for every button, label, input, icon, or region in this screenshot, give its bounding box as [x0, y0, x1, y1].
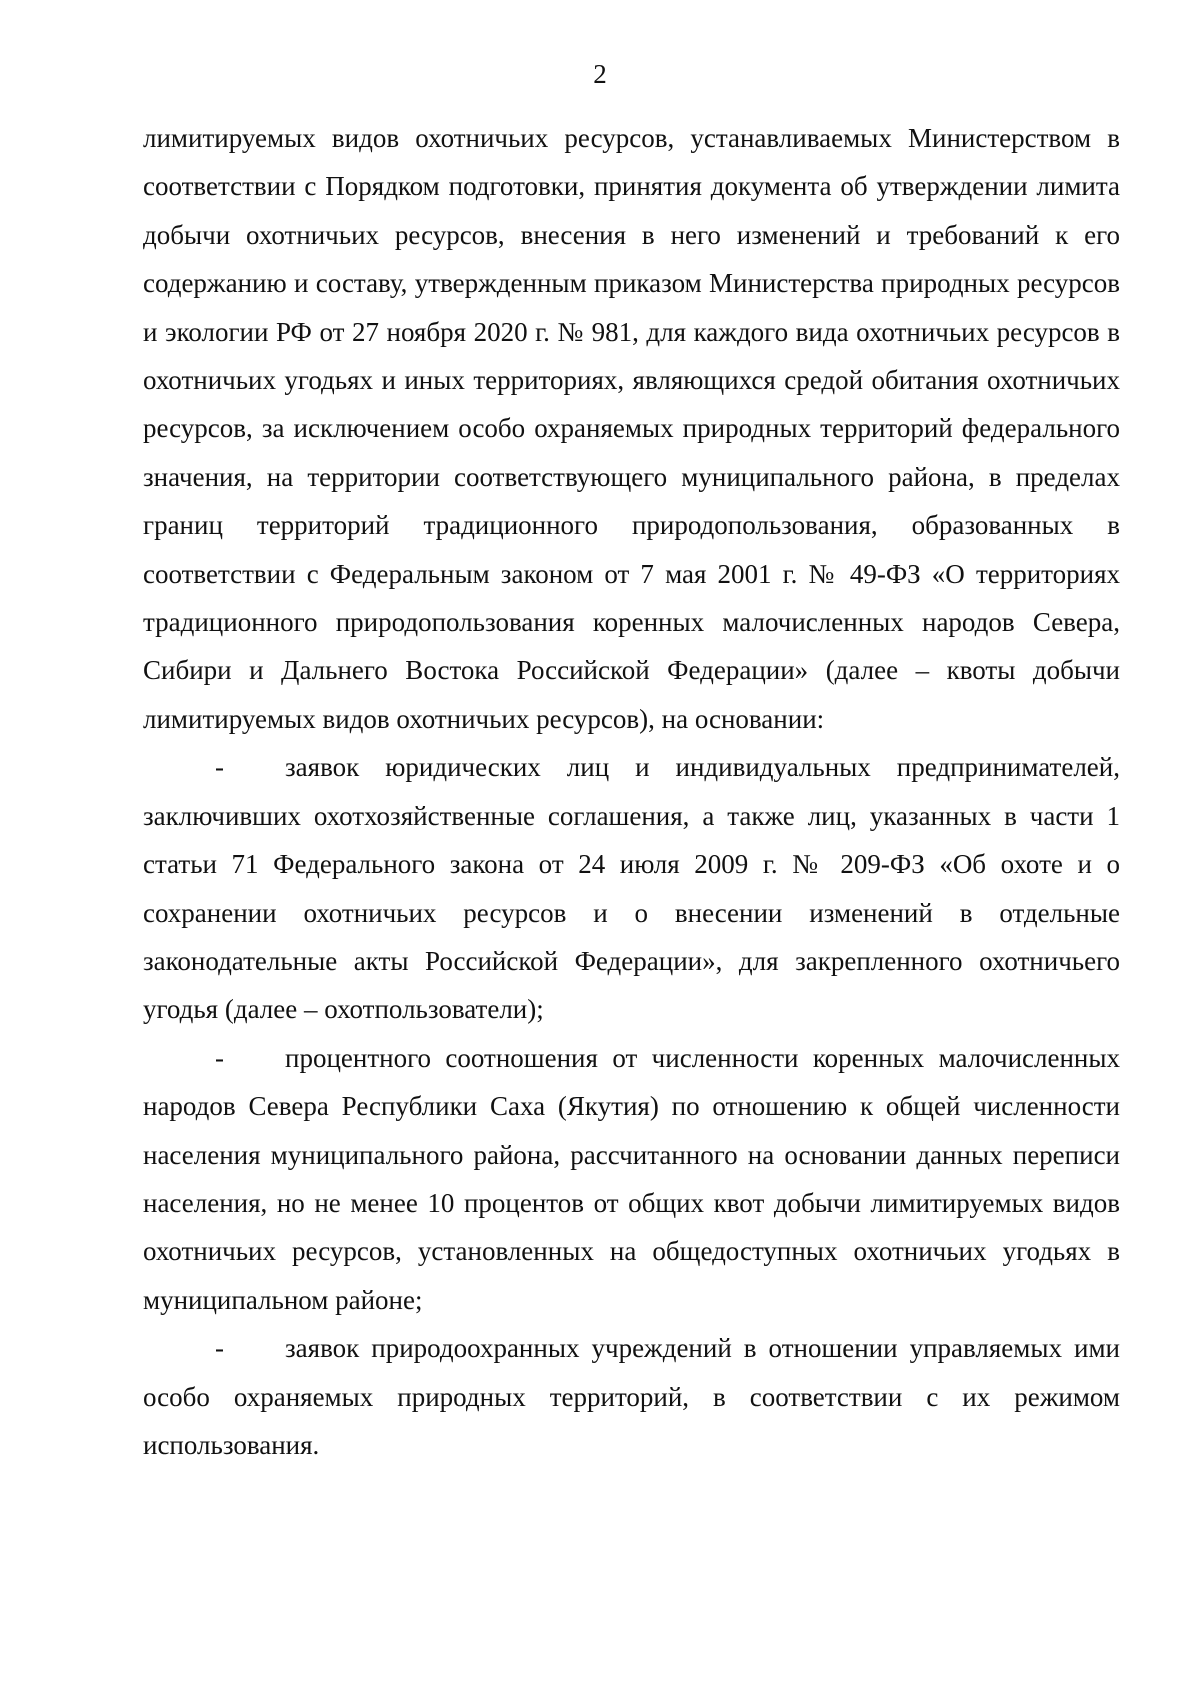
- page-number: 2: [593, 59, 607, 89]
- document-body: [143, 114, 1120, 1469]
- list-item-text: процентного соотношения от численности коренных малочисленных народов Севера Республики Саха (Якутия) по отношению к общей численности населения муниципального района, рассчитанного на основании данных переписи населения, но не менее 10 процентов от общих квот добычи лимитируемых видов охотничьих ресурсов, установленных на общедоступных охотничьих угодьях в муниципальном районе;: [143, 1042, 1120, 1315]
- list-item-text: заявок юридических лиц и индивидуальных предпринимателей, заключивших охотхозяйственные соглашения, а также лиц, указанных в части 1 статьи 71 Федерального закона от 24 июля 2009 г. № 209-ФЗ «Об охоте и о сохранении охотничьих ресурсов и о внесении изменений в отдельные законодательные акты Российской Федерации», для закрепленного охотничьего угодья (далее – охотпользователи);: [143, 752, 1120, 1025]
- list-item-marker: -: [215, 752, 224, 783]
- list-item-marker: -: [215, 1333, 224, 1364]
- list-item-text: заявок природоохранных учреждений в отношении управляемых ими особо охраняемых природных территорий, в соответствии с их режимом использования.: [143, 1333, 1120, 1460]
- intro-paragraph: лимитируемых видов охотничьих ресурсов, устанавливаемых Министерством в соответствии с Порядком подготовки, принятия документа об утверждении лимита добычи охотничьих ресурсов, внесения в него изменений и требований к его содержанию и составу, утвержденным приказом Министерства природных ресурсов и экологии РФ от 27 ноября 2020 г. № 981, для каждого вида охотничьих ресурсов в охотничьих угодьях и иных территориях, являющихся средой обитания охотничьих ресурсов, за исключением особо охраняемых природных территорий федерального значения, на территории соответствующего муниципального района, в пределах границ территорий традиционного природопользования, образованных в соответствии с Федеральным законом от 7 мая 2001 г. № 49-ФЗ «О территориях традиционного природопользования коренных малочисленных народов Севера, Сибири и Дальнего Востока Российской Федерации» (далее – квоты добычи лимитируемых видов охотничьих ресурсов), на основании:: [143, 123, 1120, 734]
- list-item: [143, 743, 1120, 1033]
- list-item: [143, 1324, 1120, 1469]
- list-item: [143, 1034, 1120, 1324]
- list-item-marker: -: [215, 1042, 224, 1073]
